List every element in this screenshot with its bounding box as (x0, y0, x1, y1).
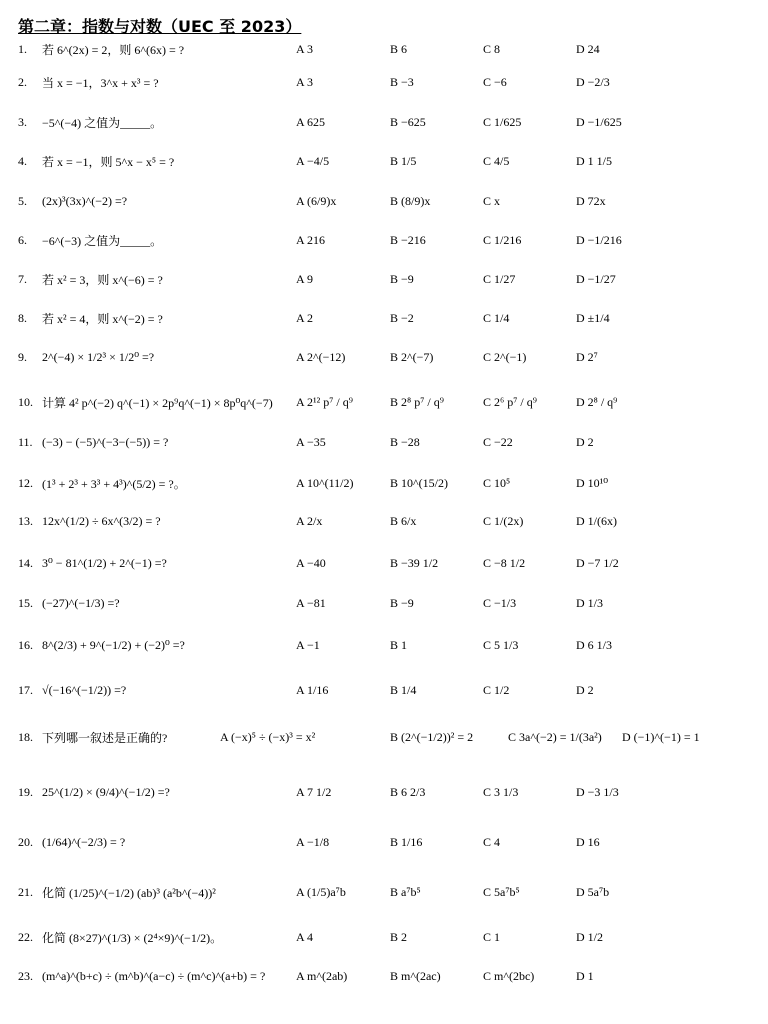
question-row (0, 588, 768, 618)
question-number: 21. (18, 884, 33, 899)
option-c[interactable]: C m^(2bc) (483, 968, 535, 983)
option-c[interactable]: C 1/4 (483, 310, 510, 325)
option-b[interactable]: B −39 1/2 (390, 555, 439, 570)
option-b[interactable]: B −28 (390, 434, 420, 449)
option-a[interactable]: A 625 (296, 114, 326, 129)
option-b[interactable]: B (2^(−1/2))² = 2 (390, 729, 474, 744)
option-a[interactable]: A −4/5 (296, 153, 330, 168)
question-row (0, 186, 768, 216)
question-text: 若 6^(2x) = 2，则 6^(6x) = ? (42, 42, 185, 57)
option-a[interactable]: A 1/16 (296, 682, 329, 697)
option-c[interactable]: C x (483, 193, 501, 208)
option-b[interactable]: B 1/4 (390, 682, 417, 697)
question-number: 18. (18, 729, 33, 744)
option-a[interactable]: A 216 (296, 232, 326, 247)
option-d[interactable]: D −1/216 (576, 232, 622, 247)
option-c[interactable]: C 1/625 (483, 114, 522, 129)
question-number: 12. (18, 475, 33, 490)
option-b[interactable]: B 2⁸ p⁷ / q⁹ (390, 394, 444, 409)
option-d[interactable]: D 2⁸ / q⁹ (576, 394, 618, 409)
question-number: 7. (18, 271, 27, 286)
question-number: 5. (18, 193, 27, 208)
question-text: (−3) − (−5)^(−3−(−5)) = ? (42, 434, 169, 449)
question-number: 8. (18, 310, 27, 325)
question-number: 10. (18, 394, 33, 409)
question-text: 化简 (1/25)^(−1/2) (ab)³ (a²b^(−4))² (42, 885, 216, 900)
option-d[interactable]: D ±1/4 (576, 310, 610, 325)
option-b[interactable]: B 1 (390, 637, 408, 652)
option-a[interactable]: A −40 (296, 555, 326, 570)
option-b[interactable]: B a⁷b⁵ (390, 884, 421, 899)
question-number: 3. (18, 114, 27, 129)
option-b[interactable]: B −9 (390, 595, 414, 610)
question-text: 若 x² = 3，则 x^(−6) = ? (42, 272, 163, 287)
option-b[interactable]: B 1/5 (390, 153, 417, 168)
option-a[interactable]: A 2^(−12) (296, 349, 346, 364)
option-a[interactable]: A −1/8 (296, 834, 330, 849)
question-row (0, 630, 768, 660)
question-number: 6. (18, 232, 27, 247)
question-number: 14. (18, 555, 33, 570)
question-row (0, 427, 768, 457)
option-b[interactable]: B −2 (390, 310, 414, 325)
question-number: 2. (18, 74, 27, 89)
question-row (0, 877, 768, 907)
option-b[interactable]: B −216 (390, 232, 426, 247)
option-c[interactable]: C 2⁶ p⁷ / q⁹ (483, 394, 537, 409)
option-a[interactable]: A 7 1/2 (296, 784, 332, 799)
option-a[interactable]: A m^(2ab) (296, 968, 348, 983)
option-d[interactable]: D 16 (576, 834, 600, 849)
option-a[interactable]: A 3 (296, 41, 314, 56)
option-d[interactable]: D (−1)^(−1) = 1 (622, 729, 700, 744)
option-a[interactable]: A (−x)⁵ ÷ (−x)³ = x² (220, 729, 316, 744)
option-b[interactable]: B 1/16 (390, 834, 423, 849)
option-b[interactable]: B 2^(−7) (390, 349, 434, 364)
question-number: 1. (18, 41, 27, 56)
question-text: (m^a)^(b+c) ÷ (m^b)^(a−c) ÷ (m^c)^(a+b) = ? (42, 968, 266, 983)
option-a[interactable]: A 3 (296, 74, 314, 89)
option-c[interactable]: C 1/216 (483, 232, 522, 247)
question-text: (1³ + 2³ + 3³ + 4³)^(5/2) = ?。 (42, 476, 186, 491)
option-b[interactable]: B 2 (390, 929, 408, 944)
option-d[interactable]: D 10¹⁰ (576, 475, 609, 490)
page-title: 第二章：指数与对数（UEC 至 2023） (18, 17, 302, 36)
question-text: 25^(1/2) × (9/4)^(−1/2) =? (42, 784, 170, 799)
option-c[interactable]: C 1 (483, 929, 501, 944)
question-row (0, 107, 768, 137)
question-text: (2x)³(3x)^(−2) =? (42, 193, 128, 208)
question-text: (1/64)^(−2/3) = ? (42, 834, 126, 849)
question-number: 9. (18, 349, 27, 364)
question-row (0, 961, 768, 991)
option-d[interactable]: D 5a⁷b (576, 884, 610, 899)
option-a[interactable]: A 2¹² p⁷ / q⁹ (296, 394, 353, 409)
question-row (0, 777, 768, 807)
option-d[interactable]: D 2 (576, 682, 594, 697)
option-d[interactable]: D 24 (576, 41, 600, 56)
question-row (0, 548, 768, 578)
question-text: 若 x² = 4，则 x^(−2) = ? (42, 311, 163, 326)
question-row (0, 722, 768, 752)
question-row (0, 67, 768, 97)
option-a[interactable]: A (6/9)x (296, 193, 337, 208)
option-a[interactable]: A −1 (296, 637, 320, 652)
option-b[interactable]: B 10^(15/2) (390, 475, 448, 490)
option-a[interactable]: A 2/x (296, 513, 323, 528)
question-text: 3⁰ − 81^(1/2) + 2^(−1) =? (42, 555, 167, 570)
option-c[interactable]: C −1/3 (483, 595, 517, 610)
question-text: −6^(−3) 之值为_____。 (42, 233, 163, 248)
option-d[interactable]: D 2⁷ (576, 349, 598, 364)
question-number: 16. (18, 637, 33, 652)
option-d[interactable]: D 1/2 (576, 929, 603, 944)
question-number: 13. (18, 513, 33, 528)
question-row (0, 387, 768, 417)
option-a[interactable]: A −81 (296, 595, 326, 610)
option-c[interactable]: C 3a^(−2) = 1/(3a²) (508, 729, 602, 744)
option-b[interactable]: B −3 (390, 74, 414, 89)
option-d[interactable]: D −1/27 (576, 271, 616, 286)
question-text: 12x^(1/2) ÷ 6x^(3/2) = ? (42, 513, 161, 528)
question-text: 若 x = −1，则 5^x − x⁵ = ? (42, 154, 175, 169)
option-b[interactable]: B 6 2/3 (390, 784, 426, 799)
question-row (0, 225, 768, 255)
option-c[interactable]: C −22 (483, 434, 513, 449)
question-row (0, 675, 768, 705)
question-number: 17. (18, 682, 33, 697)
option-d[interactable]: D 1/(6x) (576, 513, 617, 528)
option-b[interactable]: B 6/x (390, 513, 417, 528)
option-d[interactable]: D 2 (576, 434, 594, 449)
question-row (0, 34, 768, 64)
option-c[interactable]: C 1/(2x) (483, 513, 524, 528)
option-d[interactable]: D −2/3 (576, 74, 610, 89)
option-d[interactable]: D −7 1/2 (576, 555, 619, 570)
option-c[interactable]: C 5 1/3 (483, 637, 519, 652)
option-a[interactable]: A −35 (296, 434, 326, 449)
question-text: 下列哪一叙述是正确的? (42, 730, 168, 745)
question-text: 8^(2/3) + 9^(−1/2) + (−2)⁰ =? (42, 637, 185, 652)
question-text: 计算 4² p^(−2) q^(−1) × 2p⁹q^(−1) × 8p⁰q^(−7) (42, 395, 273, 410)
question-text: √(−16^(−1/2)) =? (42, 682, 127, 697)
option-b[interactable]: B (8/9)x (390, 193, 431, 208)
option-c[interactable]: C −8 1/2 (483, 555, 526, 570)
option-c[interactable]: C 1/2 (483, 682, 510, 697)
question-number: 11. (18, 434, 33, 449)
question-text: 当 x = −1，3^x + x³ = ? (42, 75, 159, 90)
question-text: (−27)^(−1/3) =? (42, 595, 120, 610)
option-c[interactable]: C 2^(−1) (483, 349, 527, 364)
option-d[interactable]: D 1 (576, 968, 594, 983)
question-number: 23. (18, 968, 33, 983)
option-b[interactable]: B −625 (390, 114, 426, 129)
option-a[interactable]: A 9 (296, 271, 314, 286)
question-row (0, 303, 768, 333)
option-c[interactable]: C 3 1/3 (483, 784, 519, 799)
question-number: 15. (18, 595, 33, 610)
option-c[interactable]: C 4 (483, 834, 501, 849)
question-row (0, 468, 768, 498)
question-text: −5^(−4) 之值为_____。 (42, 115, 163, 130)
question-row (0, 827, 768, 857)
question-row (0, 506, 768, 536)
option-a[interactable]: A (1/5)a⁷b (296, 884, 346, 899)
question-number: 19. (18, 784, 33, 799)
question-number: 22. (18, 929, 33, 944)
option-a[interactable]: A 10^(11/2) (296, 475, 354, 490)
option-c[interactable]: C 8 (483, 41, 501, 56)
option-c[interactable]: C −6 (483, 74, 507, 89)
option-d[interactable]: D 1 1/5 (576, 153, 612, 168)
question-text: 化简 (8×27)^(1/3) × (2⁴×9)^(−1/2)。 (42, 930, 223, 945)
option-c[interactable]: C 10⁵ (483, 475, 511, 490)
question-row (0, 922, 768, 952)
question-row (0, 264, 768, 294)
question-row (0, 146, 768, 176)
option-b[interactable]: B m^(2ac) (390, 968, 441, 983)
option-a[interactable]: A 2 (296, 310, 314, 325)
option-d[interactable]: D −3 1/3 (576, 784, 619, 799)
option-d[interactable]: D 72x (576, 193, 606, 208)
option-d[interactable]: D 1/3 (576, 595, 603, 610)
question-number: 4. (18, 153, 27, 168)
question-number: 20. (18, 834, 33, 849)
option-a[interactable]: A 4 (296, 929, 314, 944)
question-row (0, 342, 768, 372)
option-d[interactable]: D −1/625 (576, 114, 622, 129)
option-c[interactable]: C 5a⁷b⁵ (483, 884, 520, 899)
option-b[interactable]: B −9 (390, 271, 414, 286)
option-c[interactable]: C 4/5 (483, 153, 510, 168)
option-c[interactable]: C 1/27 (483, 271, 516, 286)
question-text: 2^(−4) × 1/2³ × 1/2⁰ =? (42, 349, 155, 364)
option-d[interactable]: D 6 1/3 (576, 637, 612, 652)
option-b[interactable]: B 6 (390, 41, 408, 56)
